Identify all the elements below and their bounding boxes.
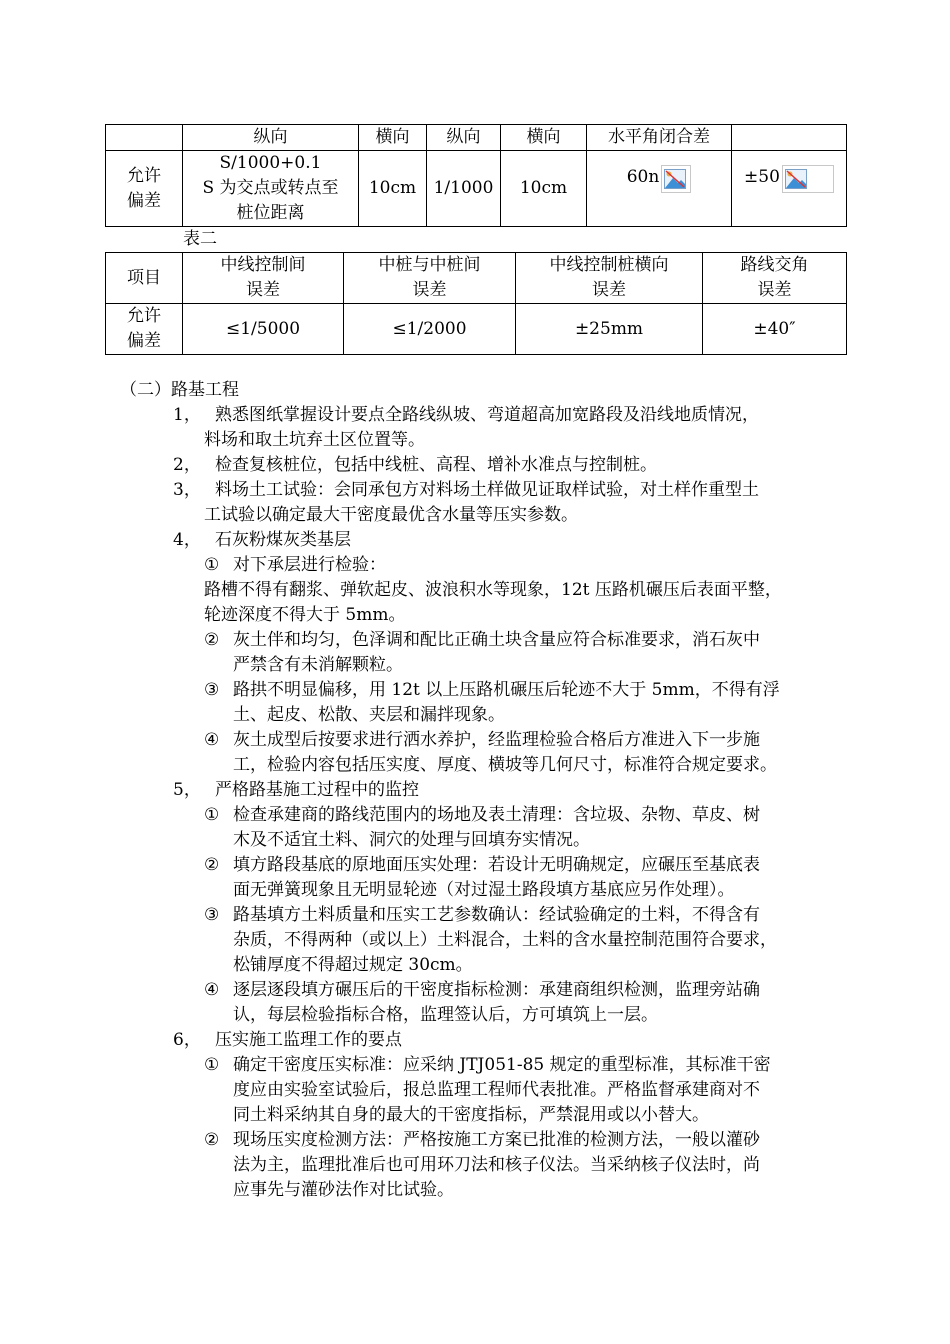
sub-item-marker: ③ bbox=[204, 680, 220, 700]
item-number: 5， bbox=[173, 780, 201, 800]
sub-item-text-line: 填方路段基底的原地面压实处理：若设计无明确规定，应碾压至基底表 bbox=[233, 855, 760, 875]
table-caption: 表二 bbox=[183, 229, 217, 249]
sub-item-marker: ② bbox=[204, 630, 220, 650]
sub-item-text-line: 严禁含有未消解颗粒。 bbox=[233, 655, 403, 675]
table-header-row bbox=[106, 253, 847, 304]
broken-image-icon bbox=[782, 165, 834, 193]
sub-item-marker: ② bbox=[204, 855, 220, 875]
table-cell: 纵向 bbox=[183, 125, 359, 151]
item-text-line: 料场和取土坑弃土区位置等。 bbox=[204, 430, 425, 450]
item-text-line: 熟悉图纸掌握设计要点全路线纵坡、弯道超高加宽路段及沿线地质情况， bbox=[215, 405, 759, 425]
sub-item-text-line: 应事先与灌砂法作对比试验。 bbox=[233, 1180, 454, 1200]
table-header-cell bbox=[703, 253, 847, 304]
table-header-row bbox=[106, 125, 847, 151]
sub-item-text-line: 面无弹簧现象且无明显轮迹（对过湿土路段填方基底应另作处理）。 bbox=[233, 880, 735, 900]
cell-value: 60n bbox=[626, 167, 660, 187]
table-cell bbox=[106, 125, 183, 151]
table-cell: 水平角闭合差 bbox=[587, 125, 732, 151]
row-label-line: 偏差 bbox=[127, 190, 161, 211]
sub-item-text-line: 路基填方土料质量和压实工艺参数确认：经试验确定的土料，不得含有 bbox=[233, 905, 760, 925]
table-row bbox=[106, 151, 847, 227]
header-line: 中桩与中桩间 bbox=[378, 255, 481, 275]
sub-item-text-line: 木及不适宜土料、洞穴的处理与回填夯实情况。 bbox=[233, 830, 590, 850]
sub-item-marker: ① bbox=[204, 805, 220, 825]
header-line: 误差 bbox=[757, 280, 792, 300]
table-header-cell bbox=[106, 253, 183, 304]
sub-item-text-line: 确定干密度压实标准：应采纳 JTJ051-85 规定的重型标准，其标准干密 bbox=[233, 1055, 771, 1075]
table-cell bbox=[587, 151, 732, 227]
header-line: 误差 bbox=[412, 280, 447, 300]
tolerance-table-1 bbox=[105, 124, 847, 227]
sub-item-text-line: 同土料采纳其自身的最大的干密度指标，严禁混用或以小替大。 bbox=[233, 1105, 709, 1125]
row-label-cell bbox=[106, 151, 183, 227]
row-label-line: 允许 bbox=[127, 165, 161, 186]
cell-line: 桩位距离 bbox=[236, 203, 305, 223]
table-cell: 10cm bbox=[501, 151, 587, 227]
header-line: 误差 bbox=[592, 280, 626, 300]
sub-item-marker: ③ bbox=[204, 905, 220, 925]
sub-item-text-line: 轮迹深度不得大于 5mm。 bbox=[204, 605, 406, 625]
item-number: 3， bbox=[173, 480, 201, 500]
item-number: 1， bbox=[173, 405, 201, 425]
item-text-line: 石灰粉煤灰类基层 bbox=[215, 530, 351, 550]
item-text-line: 料场土工试验：会同承包方对料场土样做见证取样试验，对土样作重型土 bbox=[215, 480, 759, 500]
sub-item-text-line: 检查承建商的路线范围内的场地及表土清理：含垃圾、杂物、草皮、树 bbox=[233, 805, 760, 825]
item-text-line: 工试验以确定最大干密度最优含水量等压实参数。 bbox=[204, 505, 578, 525]
table-cell bbox=[732, 151, 847, 227]
table-cell: 10cm bbox=[359, 151, 427, 227]
table-cell: 纵向 bbox=[427, 125, 501, 151]
sub-item-marker: ① bbox=[204, 1055, 220, 1075]
header-line: 中线控制桩横向 bbox=[549, 255, 669, 275]
sub-item-text-line: 对下承层进行检验： bbox=[233, 555, 386, 575]
sub-item-text-line: 松铺厚度不得超过规定 30cm。 bbox=[233, 955, 473, 975]
row-label-line: 允许 bbox=[127, 306, 161, 326]
row-label-cell bbox=[106, 304, 183, 355]
sub-item-text-line: 工，检验内容包括压实度、厚度、横坡等几何尺寸，标准符合规定要求。 bbox=[233, 755, 777, 775]
header-line: 项目 bbox=[127, 267, 161, 288]
item-number: 4， bbox=[173, 530, 201, 550]
item-text-line: 压实施工监理工作的要点 bbox=[215, 1030, 402, 1050]
sub-item-text-line: 路拱不明显偏移，用 12t 以上压路机碾压后轮迹不大于 5mm，不得有浮 bbox=[233, 680, 780, 700]
sub-item-marker: ② bbox=[204, 1130, 220, 1150]
item-text-line: 严格路基施工过程中的监控 bbox=[215, 780, 419, 800]
table-header-cell bbox=[516, 253, 703, 304]
sub-item-text-line: 杂质，不得两种（或以上）土料混合，土料的含水量控制范围符合要求， bbox=[233, 930, 777, 950]
table-cell: ±40″ bbox=[703, 304, 847, 355]
table-cell: 1/1000 bbox=[427, 151, 501, 227]
header-line: 路线交角 bbox=[740, 255, 809, 275]
header-line: 误差 bbox=[246, 280, 280, 300]
header-line: 中线控制间 bbox=[220, 255, 306, 275]
sub-item-text-line: 逐层逐段填方碾压后的干密度指标检测：承建商组织检测，监理旁站确 bbox=[233, 980, 760, 1000]
sub-item-marker: ④ bbox=[204, 730, 220, 750]
sub-item-marker: ④ bbox=[204, 980, 220, 1000]
cell-line: S/1000+0.1 bbox=[219, 153, 322, 173]
item-number: 2， bbox=[173, 455, 201, 475]
table-cell bbox=[732, 125, 847, 151]
table-cell: ≤1/2000 bbox=[344, 304, 516, 355]
table-cell bbox=[183, 151, 359, 227]
sub-item-text-line: 路槽不得有翻浆、弹软起皮、波浪积水等现象，12t 压路机碾压后表面平整， bbox=[204, 580, 782, 600]
cell-value: ±50 bbox=[744, 167, 780, 187]
sub-item-text-line: 现场压实度检测方法：严格按施工方案已批准的检测方法，一般以灌砂 bbox=[233, 1130, 760, 1150]
table-cell: ≤1/5000 bbox=[183, 304, 344, 355]
item-text-line: 检查复核桩位，包括中线桩、高程、增补水准点与控制桩。 bbox=[215, 455, 657, 475]
item-number: 6， bbox=[173, 1030, 201, 1050]
cell-line: S 为交点或转点至 bbox=[202, 178, 339, 198]
section-title: （二）路基工程 bbox=[120, 380, 239, 400]
table-header-cell bbox=[183, 253, 344, 304]
table-header-cell bbox=[344, 253, 516, 304]
sub-item-marker: ① bbox=[204, 555, 220, 575]
table-row bbox=[106, 304, 847, 355]
table-cell: 横向 bbox=[359, 125, 427, 151]
tolerance-table-2 bbox=[105, 252, 847, 355]
sub-item-text-line: 度应由实验室试验后，报总监理工程师代表批准。严格监督承建商对不 bbox=[233, 1080, 760, 1100]
sub-item-text-line: 认，每层检验指标合格，监理签认后，方可填筑上一层。 bbox=[233, 1005, 658, 1025]
sub-item-text-line: 灰土成型后按要求进行洒水养护，经监理检验合格后方准进入下一步施 bbox=[233, 730, 760, 750]
sub-item-text-line: 土、起皮、松散、夹层和漏拌现象。 bbox=[233, 705, 505, 725]
sub-item-text-line: 灰土伴和均匀，色泽调和配比正确土块含量应符合标准要求，消石灰中 bbox=[233, 630, 760, 650]
row-label-line: 偏差 bbox=[127, 331, 161, 351]
sub-item-text-line: 法为主，监理批准后也可用环刀法和核子仪法。当采纳核子仪法时，尚 bbox=[233, 1155, 760, 1175]
table-cell: ±25mm bbox=[516, 304, 703, 355]
broken-image-icon bbox=[661, 165, 691, 193]
table-cell: 横向 bbox=[501, 125, 587, 151]
